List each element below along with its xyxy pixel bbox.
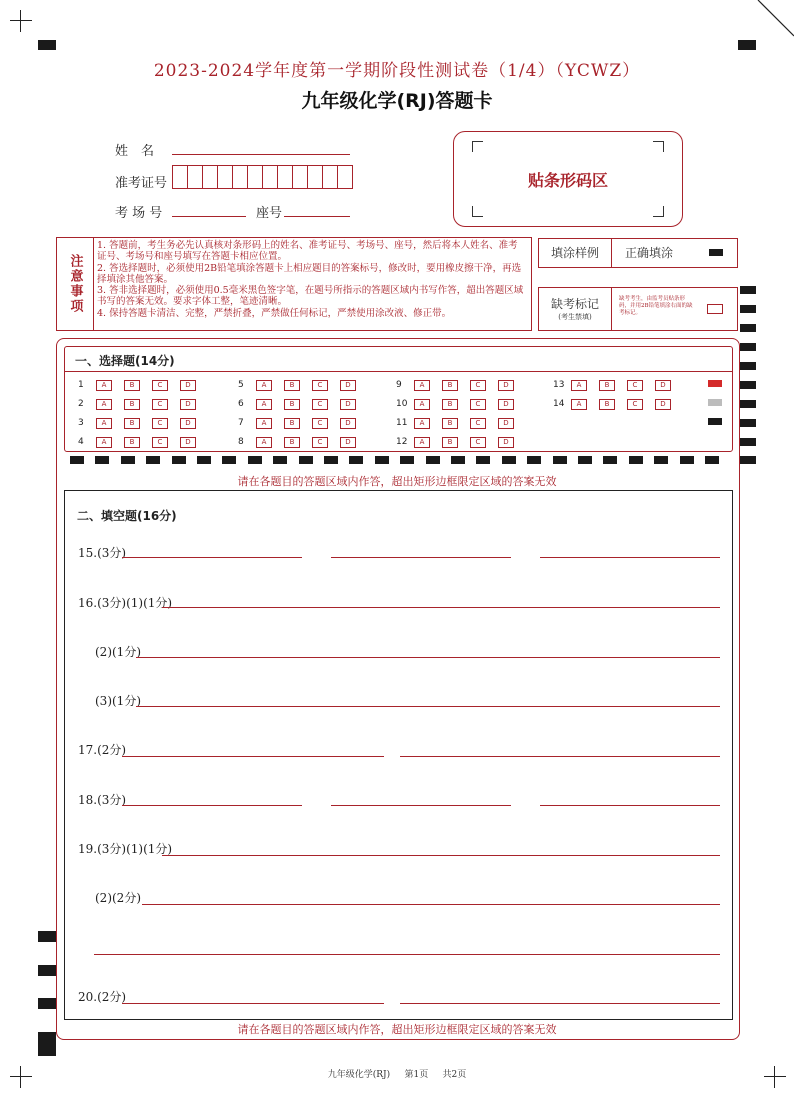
question-number: 5 [238,380,244,390]
answer-line[interactable] [122,557,302,558]
answer-bubble-b[interactable]: B [284,437,300,448]
answer-line[interactable] [540,805,720,806]
exam-id-label: 准考证号 [115,176,168,191]
answer-line[interactable] [540,557,720,558]
choice-question-row [396,380,526,391]
barcode-label: 贴条形码区 [527,171,608,190]
answer-line[interactable] [162,855,720,856]
answer-line[interactable] [400,756,720,757]
instruction-item: 4. 保持答题卡清洁、完整，严禁折叠，严禁做任何标记，严禁使用涂改液、修正带。 [97,307,452,319]
answer-line[interactable] [94,954,720,955]
timing-mark [740,286,756,294]
question-18-label: 18.(3分) [78,793,127,807]
answer-bubble-d[interactable]: D [655,399,671,410]
fill-section [64,490,733,1020]
answer-bubble-b[interactable]: B [284,380,300,391]
answer-bubble-c[interactable]: C [152,437,168,448]
answer-bubble-b[interactable]: B [599,380,615,391]
answer-bubble-a[interactable]: A [414,380,430,391]
answer-bubble-a[interactable]: A [96,380,112,391]
answer-bubble-d[interactable]: D [340,380,356,391]
timing-mark [553,456,567,464]
timing-mark [740,381,756,389]
timing-mark [95,456,109,464]
absent-mark-label: 缺考标记 [550,297,599,311]
answer-bubble-b[interactable]: B [599,399,615,410]
choice-question-row [238,399,368,410]
question-16-3-label: (3)(1分) [95,694,141,708]
footer-subject: 九年级化学(RJ) [327,1070,391,1080]
exam-room-label: 考 场 号 [115,206,163,221]
timing-mark [740,343,756,351]
timing-mark [38,1032,56,1056]
answer-bubble-d[interactable]: D [340,399,356,410]
answer-line[interactable] [331,557,511,558]
answer-line[interactable] [136,706,720,707]
seat-field[interactable] [284,200,350,217]
timing-mark [705,456,719,464]
choice-question-row [78,399,208,410]
answer-bubble-c[interactable]: C [152,399,168,410]
answer-bubble-a[interactable]: A [256,380,272,391]
timing-mark [502,456,516,464]
answer-bubble-d[interactable]: D [498,418,514,429]
choice-question-row [396,399,526,410]
answer-bubble-b[interactable]: B [124,380,140,391]
timing-mark [740,419,756,427]
timing-mark [172,456,186,464]
answer-bubble-c[interactable]: C [470,399,486,410]
question-number: 12 [396,437,408,447]
answer-bubble-a[interactable]: A [414,437,430,448]
answer-bubble-c[interactable]: C [312,418,328,429]
choice-section-title: 一、选择题(14分) [75,354,175,368]
question-number: 10 [396,399,408,409]
area-warning-top: 请在各题目的答题区域内作答，超出矩形边框限定区域的答案无效 [237,475,557,488]
question-16-2-label: (2)(1分) [95,645,141,659]
question-number: 14 [553,399,565,409]
timing-mark [324,456,338,464]
timing-mark [38,998,56,1009]
timing-mark [603,456,617,464]
timing-mark [680,456,694,464]
answer-bubble-c[interactable]: C [312,380,328,391]
answer-bubble-c[interactable]: C [312,437,328,448]
fill-section-title: 二、填空题(16分) [77,509,177,523]
question-number: 7 [238,418,244,428]
question-number: 4 [78,437,84,447]
question-19-label: 19.(3分)(1)(1分) [78,842,173,856]
footer-page: 第1页 [404,1070,429,1080]
answer-bubble-a[interactable]: A [414,399,430,410]
answer-bubble-c[interactable]: C [152,418,168,429]
timing-mark [273,456,287,464]
answer-bubble-c[interactable]: C [312,399,328,410]
timing-mark [740,400,756,408]
answer-bubble-a[interactable]: A [96,418,112,429]
answer-line[interactable] [136,657,720,658]
question-number: 6 [238,399,244,409]
question-20-label: 20.(2分) [78,990,127,1004]
timing-mark [222,456,236,464]
page-footer [0,1067,794,1080]
corner-cut-mark [750,0,794,44]
timing-mark [248,456,262,464]
timing-mark [451,456,465,464]
calibration-marker-gray [708,399,722,406]
question-number: 9 [396,380,402,390]
answer-bubble-a[interactable]: A [256,437,272,448]
answer-bubble-b[interactable]: B [124,437,140,448]
answer-bubble-a[interactable]: A [571,399,587,410]
answer-bubble-d[interactable]: D [498,437,514,448]
timing-mark [629,456,643,464]
absent-mark-bubble[interactable] [707,304,723,314]
answer-bubble-c[interactable]: C [627,399,643,410]
timing-mark [740,438,756,446]
question-number: 3 [78,418,84,428]
filled-bubble-example [709,249,723,256]
instructions-list [97,240,527,319]
timing-mark [400,456,414,464]
answer-bubble-b[interactable]: B [124,418,140,429]
answer-line[interactable] [122,756,384,757]
absent-mark-description: 缺考考生，由监考员贴条形码，并用2B铅笔填涂右面的缺考标记。 [619,296,693,316]
answer-bubble-a[interactable]: A [96,437,112,448]
choice-question-row [78,437,208,448]
locator-mark-top-left [38,40,56,50]
choice-question-row [238,418,368,429]
answer-bubble-b[interactable]: B [124,399,140,410]
answer-line[interactable] [162,607,720,608]
timing-mark [476,456,490,464]
fill-example-label: 填涂样例 [539,239,612,267]
choice-question-row [553,380,683,391]
answer-bubble-c[interactable]: C [470,380,486,391]
choice-question-row [238,437,368,448]
answer-bubble-d[interactable]: D [498,380,514,391]
answer-bubble-a[interactable]: A [256,399,272,410]
answer-bubble-d[interactable]: D [180,418,196,429]
answer-bubble-b[interactable]: B [442,399,458,410]
timing-mark [70,456,84,464]
barcode-area [453,131,683,227]
answer-bubble-d[interactable]: D [340,437,356,448]
registration-cross-top-left [10,10,32,32]
fill-example-box [538,238,738,268]
answer-bubble-c[interactable]: C [470,437,486,448]
answer-bubble-d[interactable]: D [655,380,671,391]
answer-bubble-a[interactable]: A [256,418,272,429]
calibration-marker-black [708,418,722,425]
answer-bubble-d[interactable]: D [180,399,196,410]
instruction-item: 3. 答非选择题时，必须使用0.5毫米黑色签字笔，在题号所指示的答题区域内书写作答，超出答题区域书写的答案无效。要求字体工整，笔迹清晰。 [97,285,524,308]
absent-mark-sublabel: (考生禁填) [558,313,592,321]
answer-bubble-d[interactable]: D [340,418,356,429]
exam-id-boxes[interactable] [172,165,353,189]
answer-bubble-d[interactable]: D [498,399,514,410]
question-number: 1 [78,380,84,390]
fill-example-correct-label: 正确填涂 [625,246,674,260]
answer-line[interactable] [400,1003,720,1004]
timing-mark [740,456,756,464]
choice-question-row [78,418,208,429]
name-field[interactable] [172,139,350,155]
choice-question-row [553,399,683,410]
timing-mark [121,456,135,464]
instructions-heading: 注意事项 [57,238,94,330]
question-16-label: 16.(3分)(1)(1分) [78,596,173,610]
answer-bubble-b[interactable]: B [442,418,458,429]
answer-line[interactable] [331,805,511,806]
answer-bubble-a[interactable]: A [96,399,112,410]
question-number: 13 [553,380,565,390]
answer-bubble-a[interactable]: A [414,418,430,429]
locator-mark-top-right [738,40,756,50]
timing-mark [740,305,756,313]
calibration-marker-red [708,380,722,387]
timing-mark [349,456,363,464]
timing-mark [299,456,313,464]
answer-bubble-d[interactable]: D [180,437,196,448]
answer-line[interactable] [142,904,720,905]
answer-bubble-b[interactable]: B [284,418,300,429]
answer-line[interactable] [122,1003,384,1004]
seat-label: 座号 [256,206,283,221]
question-19-2-label: (2)(2分) [95,891,141,905]
timing-mark [38,965,56,976]
answer-bubble-b[interactable]: B [284,399,300,410]
area-warning-bottom: 请在各题目的答题区域内作答，超出矩形边框限定区域的答案无效 [237,1023,557,1036]
exam-title: 2023-2024学年度第一学期阶段性测试卷（1/4）（YCWZ） [153,61,641,81]
timing-mark [375,456,389,464]
timing-mark [578,456,592,464]
timing-mark [197,456,211,464]
timing-mark [740,362,756,370]
answer-bubble-d[interactable]: D [180,380,196,391]
question-number: 8 [238,437,244,447]
instruction-item: 2. 答选择题时，必须使用2B铅笔填涂答题卡上相应题目的答案标号，修改时，要用橡皮擦干净，再选择填涂其他答案。 [97,262,522,285]
timing-mark [426,456,440,464]
name-label: 姓 名 [115,144,155,159]
choice-question-row [396,418,526,429]
answer-bubble-b[interactable]: B [442,437,458,448]
instructions-box [56,237,532,331]
timing-mark [527,456,541,464]
instruction-item: 1. 答题前，考生务必先认真核对条形码上的姓名、准考证号、考场号、座号，然后将本人姓名、准考证号、考场号和座号填写在答题卡相应位置。 [97,240,518,263]
question-17-label: 17.(2分) [78,743,127,757]
timing-mark [146,456,160,464]
answer-bubble-a[interactable]: A [571,380,587,391]
footer-total: 共2页 [442,1070,467,1080]
answer-line[interactable] [122,805,302,806]
question-number: 11 [396,418,408,428]
choice-question-row [238,380,368,391]
choice-question-row [396,437,526,448]
answer-bubble-c[interactable]: C [627,380,643,391]
question-15-label: 15.(3分) [78,546,127,560]
choice-question-row [78,380,208,391]
absent-mark-box [538,287,738,331]
answer-bubble-b[interactable]: B [442,380,458,391]
timing-mark [654,456,668,464]
question-number: 2 [78,399,84,409]
answer-bubble-c[interactable]: C [152,380,168,391]
answer-sheet-title: 九年级化学(RJ)答题卡 [301,90,493,112]
timing-mark [740,324,756,332]
exam-room-field[interactable] [172,200,246,217]
answer-bubble-c[interactable]: C [470,418,486,429]
timing-mark [38,931,56,942]
